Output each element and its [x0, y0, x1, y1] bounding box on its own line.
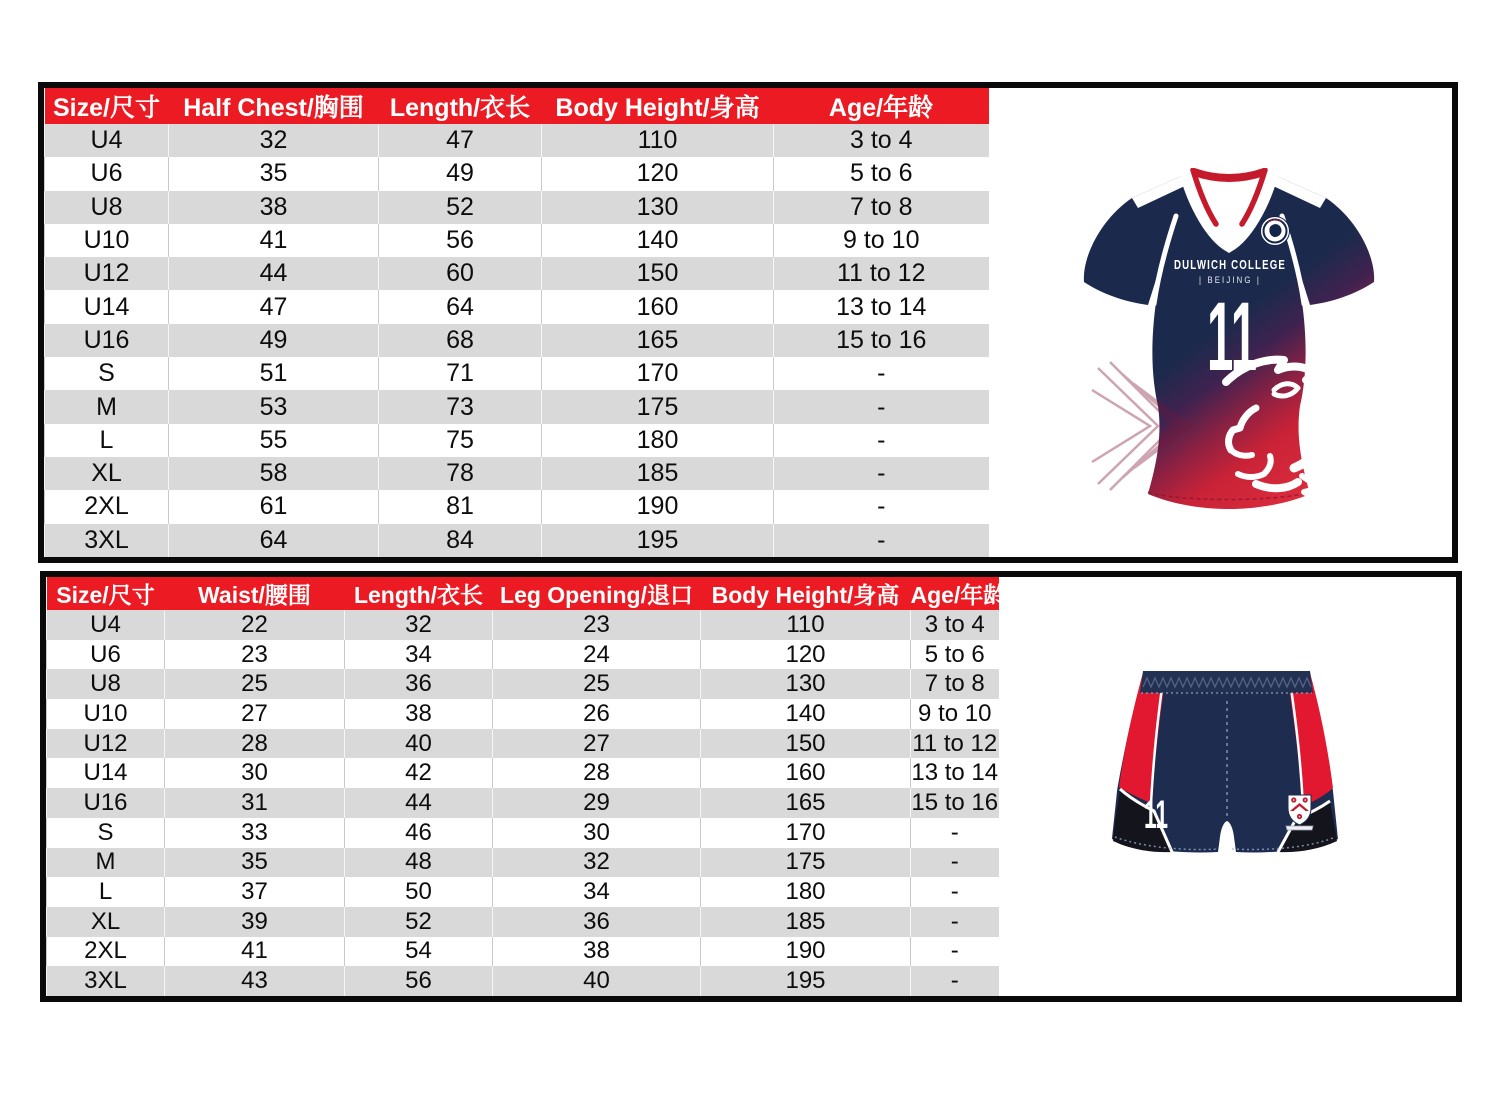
shorts-size-table — [46, 577, 1007, 996]
value-cell: 27 — [165, 699, 345, 729]
value-cell: 52 — [379, 191, 542, 224]
value-cell: 73 — [379, 390, 542, 423]
table-row — [45, 390, 989, 423]
value-cell: 40 — [493, 966, 701, 996]
value-cell: 28 — [165, 729, 345, 759]
value-cell: 55 — [169, 424, 379, 457]
value-cell: - — [911, 877, 999, 907]
jersey-front-image — [1078, 168, 1380, 512]
value-cell: 175 — [701, 848, 911, 878]
column-header: Size/尺寸 — [45, 88, 169, 124]
value-cell: 34 — [493, 877, 701, 907]
value-cell: 49 — [169, 324, 379, 357]
size-label-cell: 2XL — [45, 490, 169, 523]
value-cell: - — [911, 907, 999, 937]
column-header: Leg Opening/退口 — [493, 577, 701, 610]
value-cell: 160 — [701, 758, 911, 788]
value-cell: 48 — [345, 848, 493, 878]
jersey-size-chart-panel — [38, 82, 1458, 563]
table-row — [47, 907, 999, 937]
value-cell: 38 — [345, 699, 493, 729]
shorts-front-image — [1112, 671, 1338, 855]
value-cell: 52 — [345, 907, 493, 937]
value-cell: 33 — [165, 818, 345, 848]
value-cell: 5 to 6 — [911, 640, 999, 670]
value-cell: 78 — [379, 457, 542, 490]
size-label-cell: 2XL — [47, 937, 165, 967]
value-cell: 60 — [379, 257, 542, 290]
value-cell: 71 — [379, 357, 542, 390]
value-cell: 11 to 12 — [774, 257, 989, 290]
value-cell: 130 — [701, 669, 911, 699]
size-label-cell: U4 — [45, 124, 169, 157]
value-cell: 44 — [169, 257, 379, 290]
value-cell: 120 — [701, 640, 911, 670]
value-cell: 180 — [542, 424, 774, 457]
column-header: Age/年龄 — [911, 577, 999, 610]
column-header: Waist/腰围 — [165, 577, 345, 610]
value-cell: 27 — [493, 729, 701, 759]
value-cell: 54 — [345, 937, 493, 967]
size-label-cell: XL — [45, 457, 169, 490]
value-cell: 185 — [701, 907, 911, 937]
value-cell: 41 — [165, 937, 345, 967]
value-cell: 9 to 10 — [774, 224, 989, 257]
column-header: Length/衣长 — [379, 88, 542, 124]
table-row — [47, 937, 999, 967]
value-cell: 68 — [379, 324, 542, 357]
value-cell: 32 — [169, 124, 379, 157]
size-label-cell: U14 — [45, 290, 169, 323]
value-cell: 53 — [169, 390, 379, 423]
table-row — [47, 669, 999, 699]
value-cell: 56 — [379, 224, 542, 257]
value-cell: 42 — [345, 758, 493, 788]
size-label-cell: U14 — [47, 758, 165, 788]
size-label-cell: U10 — [45, 224, 169, 257]
size-label-cell: 3XL — [47, 966, 165, 996]
value-cell: 43 — [165, 966, 345, 996]
jersey-team-name: DULWICH COLLEGE — [1174, 258, 1286, 272]
value-cell: - — [911, 937, 999, 967]
value-cell: 7 to 8 — [911, 669, 999, 699]
jersey-number: 11 — [1207, 282, 1257, 391]
value-cell: 13 to 14 — [911, 759, 999, 787]
table-row — [47, 610, 999, 640]
shorts-number: 11 — [1144, 793, 1168, 837]
size-label-cell: M — [47, 848, 165, 878]
value-cell: 37 — [165, 877, 345, 907]
value-cell: 9 to 10 — [911, 699, 999, 729]
value-cell: 110 — [701, 610, 911, 640]
value-cell: 170 — [701, 818, 911, 848]
table-row — [45, 290, 989, 323]
value-cell: 46 — [345, 818, 493, 848]
value-cell: 28 — [493, 758, 701, 788]
value-cell: - — [911, 966, 999, 996]
value-cell: 35 — [165, 848, 345, 878]
value-cell: 195 — [701, 966, 911, 996]
value-cell: 58 — [169, 457, 379, 490]
value-cell: 34 — [345, 640, 493, 670]
column-header: Half Chest/胸围 — [169, 88, 379, 124]
value-cell: 31 — [165, 788, 345, 818]
value-cell: 190 — [542, 490, 774, 523]
value-cell: 165 — [701, 788, 911, 818]
table-row — [45, 191, 989, 224]
size-label-cell: L — [45, 424, 169, 457]
value-cell: 24 — [493, 640, 701, 670]
value-cell: 51 — [169, 357, 379, 390]
value-cell: 3 to 4 — [774, 124, 989, 157]
size-label-cell: 3XL — [45, 524, 169, 557]
value-cell: - — [774, 357, 989, 390]
value-cell: 29 — [493, 788, 701, 818]
table-row — [45, 224, 989, 257]
column-header: Body Height/身高 — [701, 577, 911, 610]
value-cell: 30 — [493, 818, 701, 848]
column-header: Length/衣长 — [345, 577, 493, 610]
value-cell: 36 — [345, 669, 493, 699]
table-row — [45, 490, 989, 523]
size-label-cell: U4 — [47, 610, 165, 640]
size-label-cell: U6 — [47, 640, 165, 670]
shorts-size-chart-panel — [40, 571, 1462, 1002]
value-cell: 110 — [542, 124, 774, 157]
column-header: Body Height/身高 — [542, 88, 774, 124]
value-cell: - — [774, 424, 989, 457]
value-cell: 64 — [169, 524, 379, 557]
jersey-team-city: | BEIJING | — [1199, 275, 1261, 285]
size-label-cell: U10 — [47, 699, 165, 729]
value-cell: 23 — [493, 610, 701, 640]
table-row — [47, 729, 999, 759]
header-row — [47, 577, 999, 610]
value-cell: 36 — [493, 907, 701, 937]
column-header: Size/尺寸 — [47, 577, 165, 610]
table-row — [45, 357, 989, 390]
value-cell: 13 to 14 — [774, 290, 989, 323]
value-cell: 81 — [379, 490, 542, 523]
value-cell: 40 — [345, 729, 493, 759]
size-label-cell: U12 — [45, 257, 169, 290]
value-cell: 185 — [542, 457, 774, 490]
value-cell: 30 — [165, 758, 345, 788]
table-row — [47, 818, 999, 848]
size-label-cell: M — [45, 390, 169, 423]
value-cell: 190 — [701, 937, 911, 967]
value-cell: - — [774, 457, 989, 490]
table-row — [47, 966, 999, 996]
value-cell: 50 — [345, 877, 493, 907]
value-cell: 130 — [542, 191, 774, 224]
table-row — [47, 640, 999, 670]
value-cell: 140 — [542, 224, 774, 257]
value-cell: 150 — [542, 257, 774, 290]
value-cell: 170 — [542, 357, 774, 390]
value-cell: 160 — [542, 290, 774, 323]
value-cell: 11 to 12 — [912, 729, 998, 757]
size-label-cell: U16 — [45, 324, 169, 357]
value-cell: - — [774, 524, 989, 557]
size-label-cell: S — [45, 357, 169, 390]
value-cell: 75 — [379, 424, 542, 457]
value-cell: 23 — [165, 640, 345, 670]
size-label-cell: XL — [47, 907, 165, 937]
value-cell: - — [911, 818, 999, 848]
size-label-cell: L — [47, 877, 165, 907]
jersey-size-table-wrap — [44, 88, 988, 557]
value-cell: 32 — [345, 610, 493, 640]
value-cell: 150 — [701, 729, 911, 759]
header-row — [45, 88, 989, 124]
value-cell: 84 — [379, 524, 542, 557]
value-cell: 140 — [701, 699, 911, 729]
value-cell: 120 — [542, 157, 774, 190]
value-cell: 39 — [165, 907, 345, 937]
value-cell: 22 — [165, 610, 345, 640]
table-row — [45, 457, 989, 490]
value-cell: 41 — [169, 224, 379, 257]
size-label-cell: U8 — [47, 669, 165, 699]
size-label-cell: U6 — [45, 157, 169, 190]
value-cell: - — [774, 490, 989, 523]
size-label-cell: U8 — [45, 191, 169, 224]
value-cell: 38 — [169, 191, 379, 224]
table-row — [45, 124, 989, 157]
table-row — [45, 524, 989, 557]
value-cell: 15 to 16 — [911, 788, 999, 816]
jersey-size-table — [44, 88, 989, 557]
value-cell: 25 — [493, 669, 701, 699]
value-cell: - — [911, 848, 999, 878]
value-cell: 47 — [169, 290, 379, 323]
value-cell: - — [774, 390, 989, 423]
table-row — [47, 758, 999, 788]
value-cell: 25 — [165, 669, 345, 699]
value-cell: 15 to 16 — [774, 324, 989, 357]
table-row — [47, 848, 999, 878]
value-cell: 35 — [169, 157, 379, 190]
value-cell: 26 — [493, 699, 701, 729]
table-row — [45, 324, 989, 357]
size-label-cell: U16 — [47, 788, 165, 818]
table-row — [45, 424, 989, 457]
value-cell: 61 — [169, 490, 379, 523]
value-cell: 47 — [379, 124, 542, 157]
size-label-cell: U12 — [47, 729, 165, 759]
table-row — [47, 699, 999, 729]
value-cell: 49 — [379, 157, 542, 190]
shorts-size-table-wrap — [46, 577, 1007, 996]
shorts-waistband — [1140, 671, 1313, 693]
value-cell: 180 — [701, 877, 911, 907]
table-row — [45, 257, 989, 290]
value-cell: 44 — [345, 788, 493, 818]
club-badge-icon — [1261, 217, 1290, 246]
table-row — [45, 157, 989, 190]
value-cell: 5 to 6 — [774, 157, 989, 190]
value-cell: 165 — [542, 324, 774, 357]
value-cell: 195 — [542, 524, 774, 557]
value-cell: 175 — [542, 390, 774, 423]
table-row — [47, 788, 999, 818]
value-cell: 38 — [493, 937, 701, 967]
value-cell: 3 to 4 — [911, 610, 999, 640]
value-cell: 56 — [345, 966, 493, 996]
size-label-cell: S — [47, 818, 165, 848]
value-cell: 32 — [493, 848, 701, 878]
value-cell: 7 to 8 — [774, 191, 989, 224]
value-cell: 64 — [379, 290, 542, 323]
table-row — [47, 877, 999, 907]
column-header: Age/年龄 — [774, 88, 989, 124]
